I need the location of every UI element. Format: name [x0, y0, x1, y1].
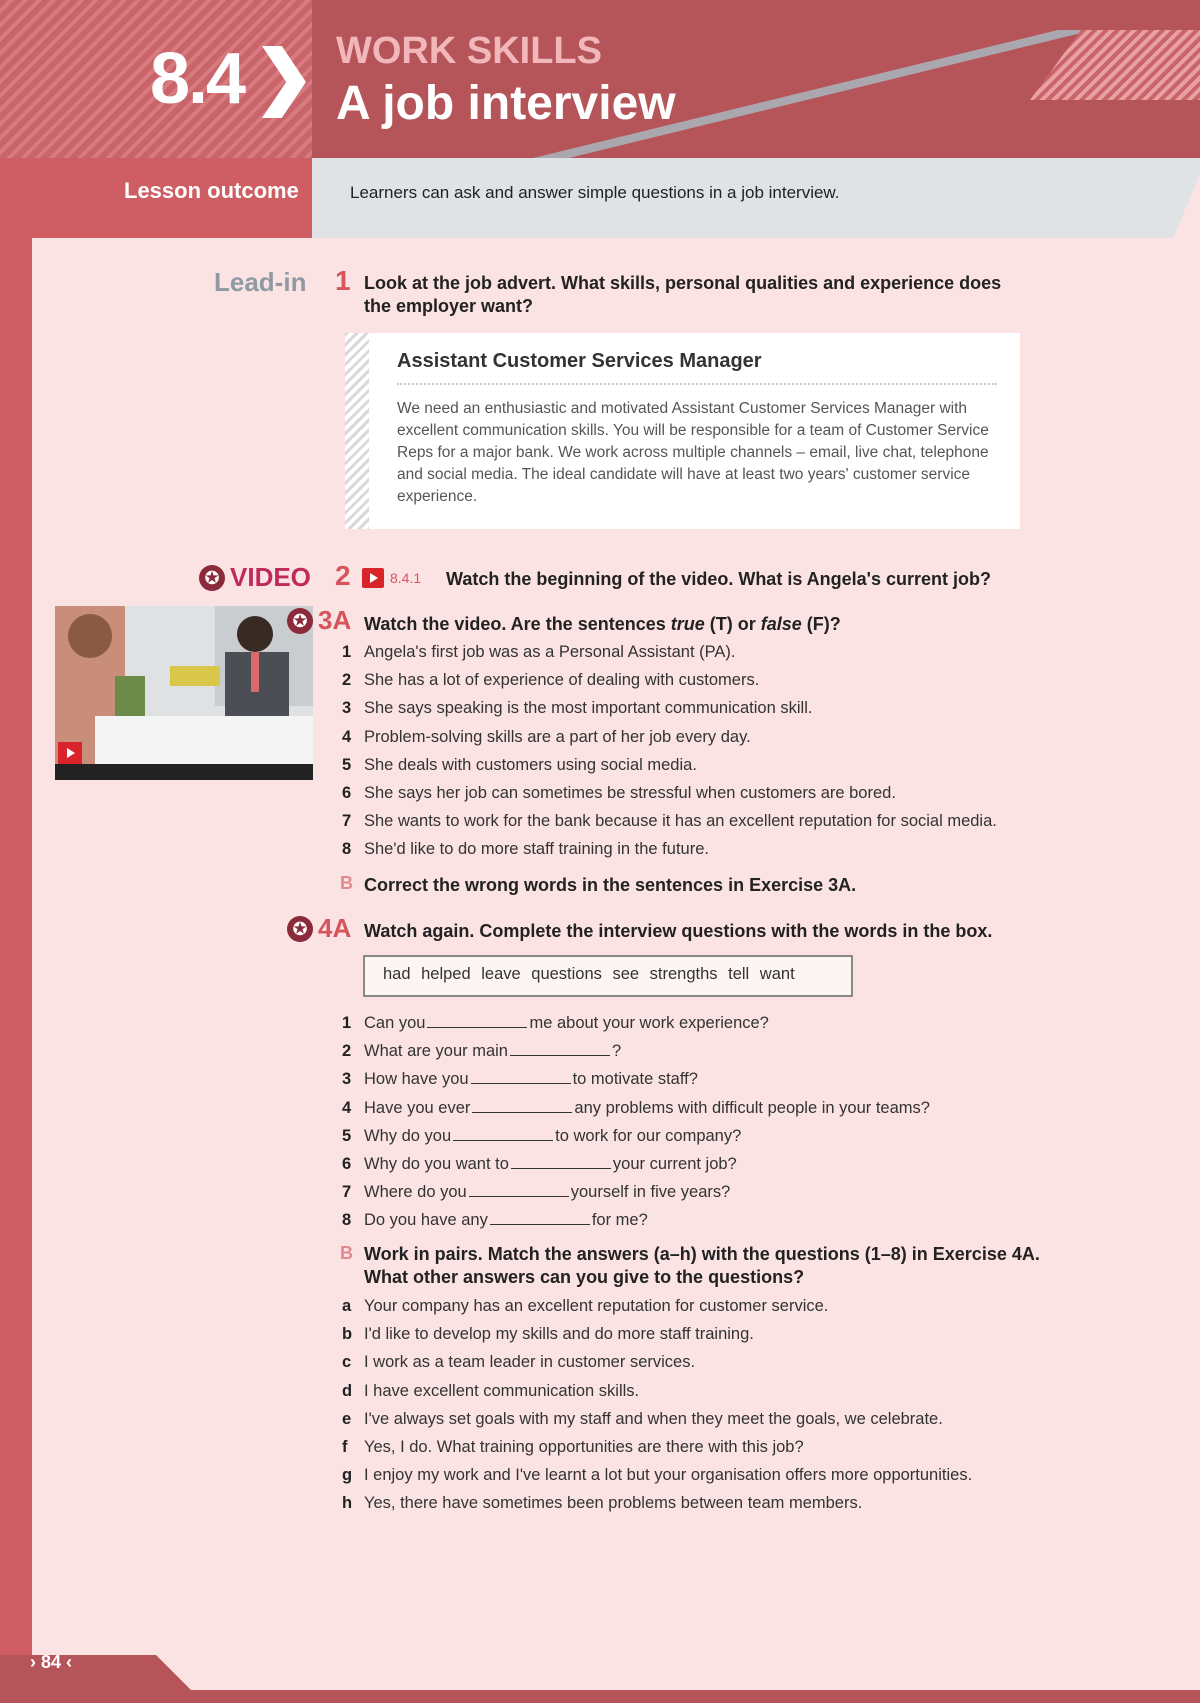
item-number: a [342, 1297, 352, 1315]
item-number: 4 [342, 1098, 352, 1117]
item-number: 7 [342, 812, 352, 831]
item-number: 3 [342, 699, 352, 718]
list-item [342, 1182, 730, 1202]
item-number: 1 [342, 643, 352, 661]
question-end: for me? [591, 1211, 648, 1230]
unit-number: 8.4 [150, 39, 245, 119]
item-text: She'd like to do more staff training in the future. [364, 840, 709, 859]
answer-text: I enjoy my work and I've learnt a lot but your organisation offers more opportunities. [364, 1466, 973, 1485]
video-code: 8.4.1 [390, 570, 422, 586]
list-item [342, 728, 751, 747]
list-item [342, 756, 697, 775]
list-item [342, 1154, 737, 1174]
item-number: 7 [342, 1183, 352, 1202]
gap-blank[interactable] [471, 1069, 571, 1084]
list-item [342, 1466, 972, 1485]
advert-title: Assistant Customer Services Manager [397, 350, 762, 372]
star-icon: ✪ [287, 608, 313, 634]
outcome-text: Learners can ask and answer simple questions in a job interview. [350, 183, 840, 202]
question-end: yourself in five years? [570, 1183, 731, 1202]
question-end: any problems with difficult people in your teams? [574, 1098, 930, 1117]
item-number: b [342, 1325, 353, 1344]
question-end: to work for our company? [555, 1126, 742, 1145]
item-number: 2 [342, 671, 352, 690]
star-icon: ✪ [287, 916, 313, 942]
exercise-question: Watch the beginning of the video. What is Angela's current job? [446, 569, 991, 589]
page-title: A job interview [336, 77, 676, 130]
question-end: your current job? [612, 1155, 737, 1173]
question-end: ? [611, 1042, 622, 1061]
question-start: Have you ever [364, 1098, 471, 1117]
list-item [342, 1126, 741, 1146]
question-start: Why do you want to [364, 1155, 509, 1173]
answer-text: I'd like to develop my skills and do more staff training. [364, 1325, 754, 1344]
item-number: 8 [342, 1211, 352, 1230]
question-end: me about your work experience? [529, 1014, 769, 1032]
section-kicker: WORK SKILLS [336, 30, 602, 72]
answer-text: Your company has an excellent reputation for customer service. [364, 1297, 829, 1315]
item-number: 4 [342, 727, 352, 746]
question-start: How have you [364, 1070, 469, 1089]
play-icon[interactable] [362, 568, 384, 588]
item-number: 1 [342, 1014, 352, 1032]
exercise-number: 3A [318, 605, 352, 635]
item-text: She deals with customers using social media. [364, 755, 697, 774]
gap-blank[interactable] [472, 1098, 572, 1113]
list-item [342, 1297, 828, 1316]
item-number: g [342, 1466, 353, 1485]
item-number: f [342, 1438, 348, 1456]
video-thumbnail[interactable] [55, 606, 313, 780]
answer-text: I work as a team leader in customer services. [364, 1353, 696, 1372]
interview-scene-illustration [55, 606, 313, 780]
list-item [342, 1325, 754, 1344]
answer-text: I have excellent communication skills. [364, 1381, 640, 1400]
list-item [342, 1382, 639, 1401]
list-item [342, 784, 896, 803]
list-item [342, 1041, 621, 1061]
list-item [342, 1410, 943, 1429]
item-number: h [342, 1494, 353, 1513]
question-start: Do you have any [364, 1211, 488, 1230]
item-number: d [342, 1381, 353, 1400]
list-item [342, 1438, 804, 1457]
item-number: 6 [342, 1155, 352, 1173]
list-item [342, 1353, 695, 1372]
question-end: to motivate staff? [572, 1070, 698, 1089]
list-item [342, 1013, 769, 1033]
word-box [363, 955, 853, 997]
question-start: Where do you [364, 1183, 467, 1202]
exercise-question: Watch the video. Are the sentences true (T) or false (F)? [364, 614, 841, 634]
item-text: She wants to work for the bank because it has an excellent reputation for social media. [364, 812, 997, 831]
list-item [342, 671, 759, 690]
star-icon: ✪ [199, 565, 225, 591]
list-item [342, 1494, 862, 1513]
answer-text: Yes, I do. What training opportunities are there with this job? [364, 1438, 804, 1456]
list-item [342, 1098, 930, 1118]
item-number: c [342, 1353, 352, 1372]
answer-text: Yes, there have sometimes been problems between team members. [364, 1494, 863, 1513]
side-band [0, 238, 32, 1703]
gap-blank[interactable] [469, 1182, 569, 1197]
item-text: She says speaking is the most important communication skill. [364, 699, 813, 718]
list-item [342, 699, 812, 718]
part-letter: B [340, 873, 353, 893]
gap-blank[interactable] [490, 1210, 590, 1225]
gap-blank[interactable] [427, 1013, 527, 1028]
answer-text: I've always set goals with my staff and when they meet the goals, we celebrate. [364, 1409, 943, 1428]
item-number: e [342, 1409, 352, 1428]
question-start: Why do you [364, 1126, 452, 1145]
list-item [342, 812, 997, 831]
play-icon[interactable] [58, 742, 82, 764]
item-number: 5 [342, 755, 352, 774]
item-number: 2 [342, 1042, 352, 1061]
exercise-number: 4A [318, 913, 352, 943]
question-start: What are your main [364, 1042, 508, 1061]
list-item [342, 643, 736, 662]
gap-blank[interactable] [510, 1041, 610, 1056]
item-text: She has a lot of experience of dealing with customers. [364, 671, 760, 690]
advert-body: We need an enthusiastic and motivated Assistant Customer Services Manager with excellent communication skills. You will be responsible for a team of Customer Service Reps for a major bank. We work across multiple channels – email, live chat, telephone and social media. The ideal candidate will have at least two years' customer service experience. [397, 400, 989, 505]
exercise-question: Watch again. Complete the interview questions with the words in the box. [364, 921, 993, 941]
exercise-question: Work in pairs. Match the answers (a–h) with the questions (1–8) in Exercise 4A. What other answers can you give to the questions? [364, 1244, 1040, 1287]
exercise-question: Correct the wrong words in the sentences in Exercise 3A. [364, 875, 857, 895]
video-controls-bar[interactable] [55, 764, 313, 780]
list-item [342, 1069, 698, 1089]
item-number: 8 [342, 840, 352, 859]
page-number: › 84 ‹ [30, 1652, 73, 1672]
exercise-number: 1 [335, 265, 351, 296]
item-text: Angela's first job was as a Personal Assistant (PA). [364, 643, 736, 661]
item-number: 5 [342, 1126, 352, 1145]
part-letter: B [340, 1243, 353, 1263]
word-box-words: had helped leave questions see strengths tell want [383, 965, 795, 983]
gap-blank[interactable] [453, 1126, 553, 1141]
item-text: Problem-solving skills are a part of her job every day. [364, 727, 751, 746]
list-item [342, 840, 709, 859]
list-item [342, 1210, 648, 1230]
video-label: VIDEO [230, 562, 311, 592]
item-number: 3 [342, 1070, 352, 1089]
item-number: 6 [342, 784, 352, 802]
gap-blank[interactable] [511, 1154, 611, 1169]
advert-hatch [345, 333, 369, 529]
advert-divider [397, 383, 997, 385]
lead-in-label: Lead-in [214, 267, 307, 297]
exercise-number: 2 [335, 560, 351, 591]
exercise-question: Look at the job advert. What skills, personal qualities and experience does the employer want? [364, 273, 1002, 316]
question-start: Can you [364, 1014, 426, 1032]
outcome-label: Lesson outcome [124, 178, 299, 203]
item-text: She says her job can sometimes be stressful when customers are bored. [364, 784, 896, 802]
